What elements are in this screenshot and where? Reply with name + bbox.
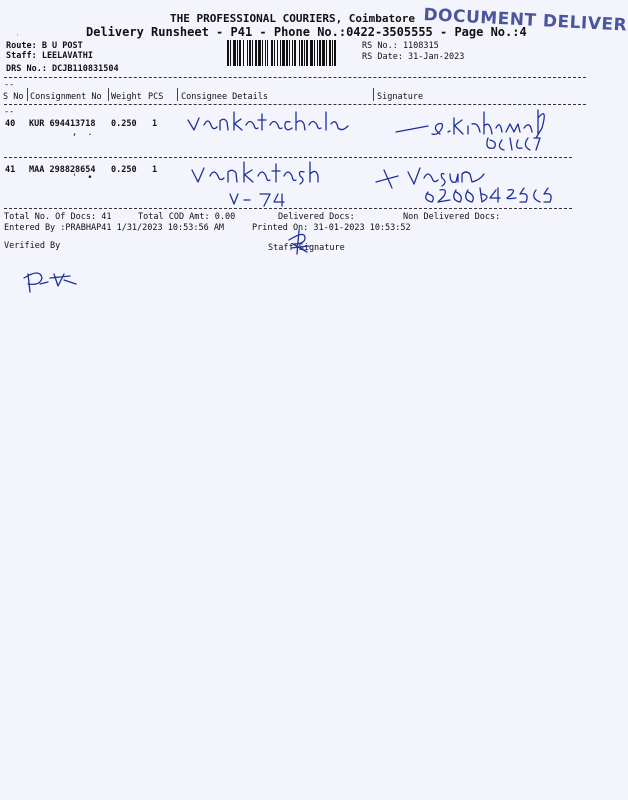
barcode-bar: [332, 40, 333, 66]
page-title: THE PROFESSIONAL COURIERS, Coimbatore: [170, 12, 416, 25]
printed-on: Printed On: 31-01-2023 10:53:52: [252, 223, 411, 233]
barcode-bar: [252, 40, 253, 66]
consignee-handwriting: [190, 160, 340, 208]
barcode-bar: [322, 40, 325, 66]
col-signature: Signature: [377, 92, 424, 102]
col-sno: S No: [3, 92, 24, 102]
row-sno: 41: [5, 165, 16, 175]
route-label: Route: B U POST: [6, 41, 83, 51]
barcode-bar: [334, 40, 336, 66]
barcode-bar: [299, 40, 300, 66]
barcode-bar: [255, 40, 257, 66]
barcode-bar: [277, 40, 278, 66]
barcode-bar: [280, 40, 281, 66]
barcode-bar: [301, 40, 303, 66]
col-pcs: PCS: [148, 92, 164, 102]
total-cod: Total COD Amt: 0.00: [138, 212, 236, 222]
page-subtitle: Delivery Runsheet - P41 - Phone No.:0422-3505555 - Page No.:4: [86, 25, 527, 39]
barcode-bar: [292, 40, 293, 66]
barcode-bar: [317, 40, 318, 66]
barcode-bar: [310, 40, 313, 66]
barcode-bar: [243, 40, 244, 66]
entered-by: Entered By :PRABHAP41 1/31/2023 10:53:56 AM: [4, 223, 225, 233]
row-weight: 0.250: [111, 119, 137, 129]
barcode-bar: [286, 40, 288, 66]
staff-signature-label: Staff Signature: [268, 243, 345, 253]
table-top-rule: [4, 77, 586, 78]
col-consignee: Consignee Details: [181, 92, 268, 102]
barcode-bar: [233, 40, 236, 66]
barcode-bar: [289, 40, 290, 66]
verified-by-label: Verified By: [4, 241, 61, 251]
col-consignment: Consignment No: [30, 92, 102, 102]
verified-by-signature: [20, 268, 80, 296]
barcode-bar: [237, 40, 238, 66]
barcode-bar: [249, 40, 251, 66]
row-consignment: KUR 694413718: [29, 119, 96, 129]
barcode-bar: [326, 40, 327, 66]
barcode-bar: [329, 40, 331, 66]
rs-number: RS No.: 1108315: [362, 41, 439, 51]
barcode-bar: [319, 40, 321, 66]
barcode-bar: [258, 40, 261, 66]
barcode-bar: [304, 40, 305, 66]
barcode-bar: [247, 40, 248, 66]
non-delivered-docs: Non Delivered Docs:: [403, 212, 501, 222]
barcode-bar: [267, 40, 268, 66]
signature-handwriting: [370, 160, 585, 204]
barcode-bar: [306, 40, 308, 66]
barcode-bar: [314, 40, 315, 66]
barcode-bar: [239, 40, 241, 66]
drs-number: DRS No.: DCJB110831504: [6, 64, 119, 74]
staff-label: Staff: LEELAVATHI: [6, 51, 93, 61]
row-pcs: 1: [152, 165, 158, 175]
row-consignment: MAA 298828654: [29, 165, 96, 175]
row-weight: 0.250: [111, 165, 137, 175]
consignee-handwriting: [186, 108, 356, 134]
barcode-bar: [230, 40, 231, 66]
barcode-bar: [265, 40, 266, 66]
staff-signature-mark: [285, 228, 315, 258]
document-delivered-stamp: DOCUMENT DELIVER: [422, 5, 628, 36]
barcode-bar: [294, 40, 296, 66]
rs-date: RS Date: 31-Jan-2023: [362, 52, 465, 62]
barcode-bar: [262, 40, 263, 66]
row-pcs: 1: [152, 119, 158, 129]
delivered-docs: Delivered Docs:: [278, 212, 355, 222]
barcode: [227, 40, 355, 66]
col-weight: Weight: [111, 92, 142, 102]
barcode-bar: [274, 40, 275, 66]
signature-handwriting: [392, 104, 557, 154]
barcode-bar: [282, 40, 285, 66]
barcode-bar: [227, 40, 229, 66]
total-docs: Total No. Of Docs: 41: [4, 212, 112, 222]
row-sno: 40: [5, 119, 16, 129]
barcode-bar: [271, 40, 273, 66]
